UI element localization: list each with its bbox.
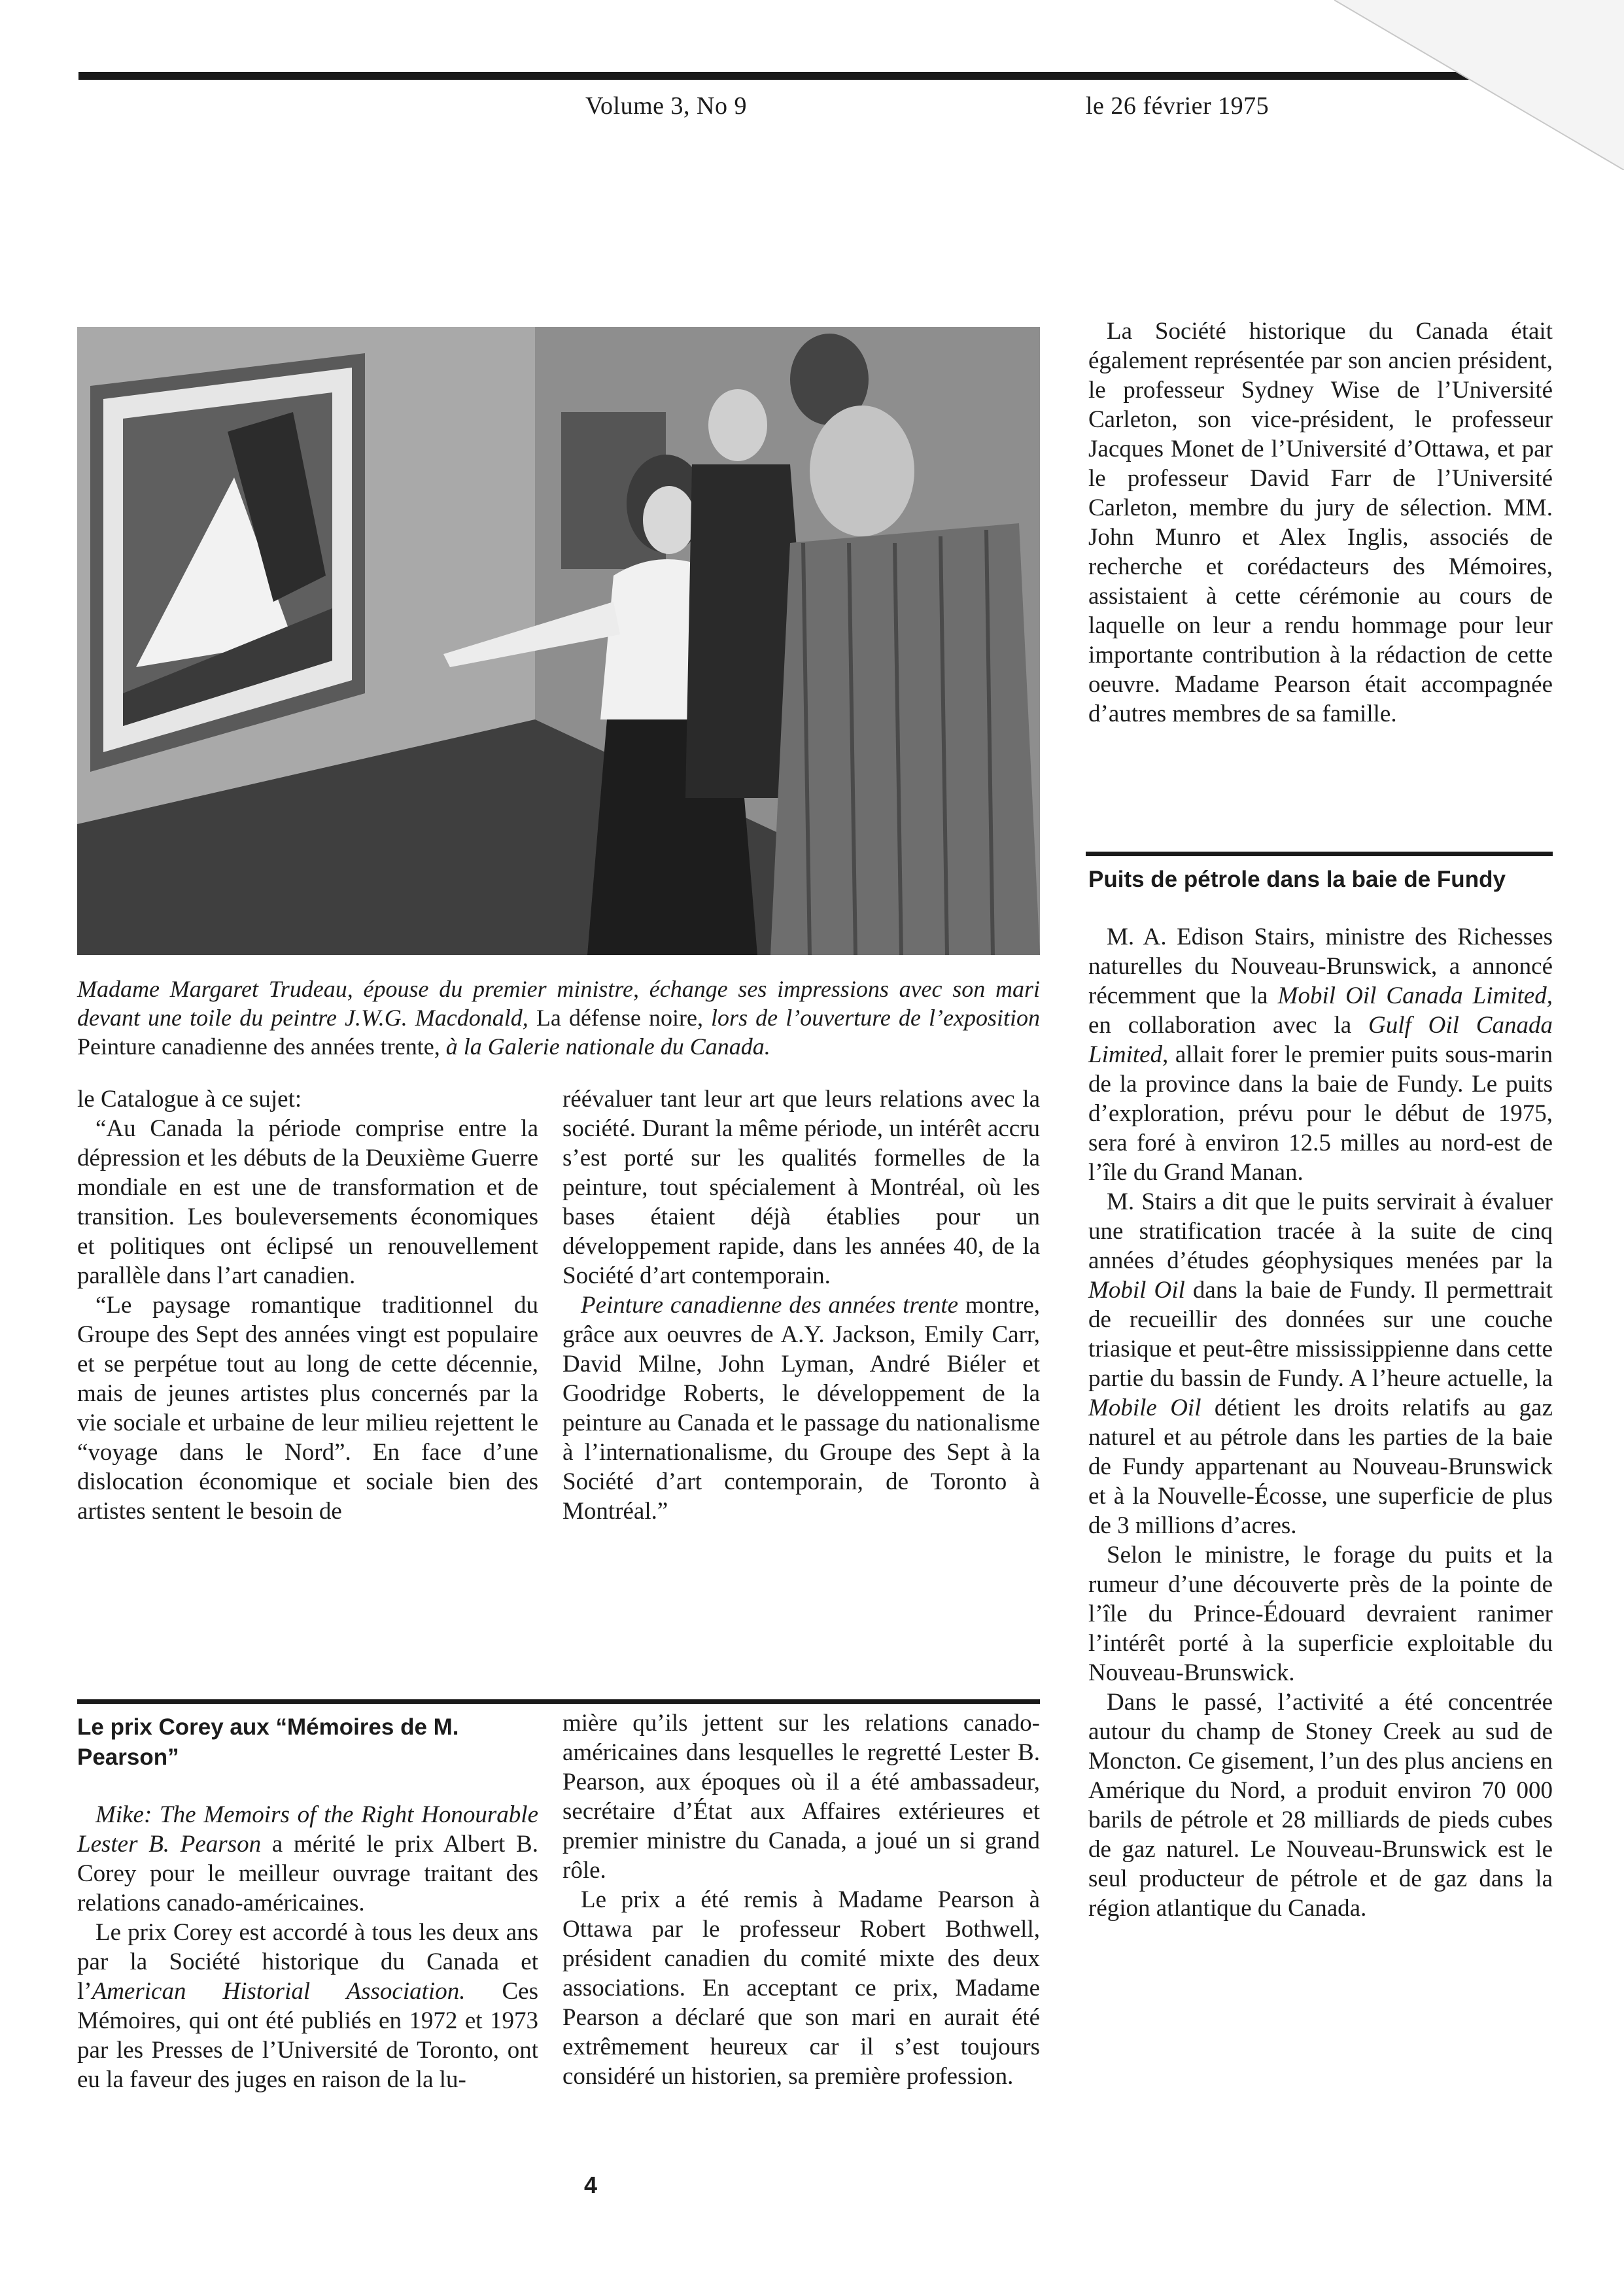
page-number: 4 [584,2172,598,2198]
caption-part: La défense noire, [536,1005,703,1031]
fundy-article-body [1088,922,1553,1923]
paragraph [562,1084,1040,1290]
paragraph-text: M. Stairs a dit que le puits servirait à évaluer une stratification tracée à la suite de cinq années d’études géophysiques menées par la [1088,1188,1553,1274]
corey-article-col1 [77,1800,538,2094]
paragraph-text: Gulf Oil Canada Limited, [1088,1012,1553,1068]
paragraph-text: Dans le passé, l’activité a été concentrée autour du champ de Stoney Creek au sud de Moncton. Ce gisement, l’un des plus anciens en Amérique du Nord, a produit environ 70 000 barils de pétrole et 28 milliards de pieds cubes de gaz naturel. Le Nouveau-Brunswick est le seul producteur de pétrole et de gaz dans la région atlantique du Canada. [1088,1689,1553,1922]
corey-headline: Le prix Corey aux “Mémoires de M. Pearson” [77,1714,459,1770]
paragraph-text: American Historial Association. [92,1978,466,2005]
paragraph [1088,1688,1553,1923]
paragraph-text: Le prix a été remis à Madame Pearson à Ottawa par le professeur Robert Bothwell, président canadien du comité mixte des deux associations. En acceptant ce prix, Madame Pearson a déclaré que son mari en aurait été extrêmement heureux car il s’est toujours considéré un historien, sa première profession. [562,1886,1040,2090]
photo-caption [77,975,1040,1061]
paragraph [77,1114,538,1290]
paragraph-text: montre, grâce aux oeuvres de A.Y. Jackson, Emily Carr, David Milne, John Lyman, André Biéler et Goodridge Roberts, le développement de la peinture au Canada et le passage du nationalisme à l’internationalisme, du Groupe des Sept à la Société d’art contemporain, de Toronto à Montréal.” [562,1292,1040,1525]
caption-part: Peinture canadienne des années trente, [77,1033,440,1060]
paragraph [77,1290,538,1526]
paragraph-text: M. A. Edison Stairs, ministre des Richesses naturelles du Nouveau-Brunswick, a annoncé récemment que la [1088,924,1553,1009]
paragraph [77,1084,538,1114]
issue-date: le 26 février 1975 [1086,92,1270,120]
caption-part: à la Galerie nationale du Canada. [440,1033,770,1060]
fundy-headline: Puits de pétrole dans la baie de Fundy [1088,867,1506,892]
corey-article-col3 [1088,317,1553,729]
exhibition-photo [77,327,1040,955]
paragraph-text: La Société historique du Canada était également représentée par son ancien président, le professeur Sydney Wise de l’Université Carleton, son vice-président, le professeur Jacques Monet de l’Université d’Ottawa, et par le professeur David Farr de l’Université Carleton, membre du jury de sélection. MM. John Munro et Alex Inglis, associés de recherche et corédacteurs des Mémoires, assistaient à cette cérémonie au cours de laquelle on leur a rendu hommage pour leur importante contribution à la rédaction de cette oeuvre. Madame Pearson était accompagnée d’autres membres de sa famille. [1088,318,1553,727]
paragraph-text: réévaluer tant leur art que leurs relations avec la société. Durant la même période, un intérêt accru s’est porté sur les qualités formelles de la peinture, tout spécialement à Montréal, où les bases étaient déjà établies pour un développement rapide, dans les années 40, de la Société d’art contemporain. [562,1086,1040,1289]
paragraph [77,1918,538,2094]
paragraph [1088,317,1553,729]
paragraph [1088,922,1553,1187]
paragraph-text: “Le paysage romantique traditionnel du Groupe des Sept des années vingt est populaire et se perpétue tout au long de cette décennie, mais de jeunes artistes plus concernés par la vie sociale et urbaine de leur milieu rejettent le “voyage dans le Nord”. En face d’une dislocation économique et sociale bien des artistes sentent le besoin de [77,1292,538,1525]
top-rule [78,72,1491,80]
paragraph-text: Mike: The Memoirs of the Right Honourable Lester B. Pearson [77,1801,538,1858]
paragraph-text: Le prix Corey est accordé à tous les deux ans par la Société historique du Canada et l’ [77,1919,538,2005]
caption-part: Madame Margaret Trudeau, épouse du premier ministre, échange ses impressions avec son mari devant une toile du peintre J.W.G. Macdonald, [77,976,1040,1031]
paragraph-text: détient les droits relatifs au gaz naturel et au pétrole dans les parties de la baie de Fundy appartenant au Nouveau-Brunswick et à la Nouvelle-Écosse, une superficie de plus de 3 millions d’acres. [1088,1394,1553,1539]
paragraph-text: mière qu’ils jettent sur les relations canado-américaines dans lesquelles le regretté Lester B. Pearson, aux époques où il a été ambassadeur, secrétaire d’État aux Affaires extérieures et premier ministre du Canada, a joué un si grand rôle. [562,1710,1040,1884]
painting-article-col2 [562,1084,1040,1526]
paragraph-text: Peinture canadienne des années trente [581,1292,959,1319]
paragraph-text: Mobil Oil Canada Limited, [1277,982,1553,1009]
paragraph-text: Mobil Oil [1088,1277,1185,1304]
paragraph-text: allait forer le premier puits sous-marin de la province dans la baie de Fundy. Le puits d’exploration, prévu pour le début de 1975, sera foré à environ 12.5 milles au nord-est de l’île du Grand Manan. [1088,1041,1553,1186]
issue-volume: Volume 3, No 9 [585,92,747,120]
fundy-rule [1086,852,1553,856]
caption-part: lors de l’ouverture de l’exposition [702,1005,1040,1031]
paragraph [562,1290,1040,1526]
folded-corner [1334,0,1624,170]
paragraph [1088,1187,1553,1540]
paragraph-text: Mobile Oil [1088,1394,1201,1421]
corey-article-col2 [562,1708,1040,2091]
paragraph-text: Ces Mémoires, qui ont été publiés en 1972 et 1973 par les Presses de l’Université de Toronto, ont eu la faveur des juges en raison de la lu- [77,1978,539,2093]
painting-article-col1 [77,1084,538,1526]
paragraph-text: le Catalogue à ce sujet: [77,1086,302,1113]
paragraph-text: en collaboration avec la [1088,1012,1369,1039]
paragraph [562,1708,1040,1885]
paragraph-text: dans la baie de Fundy. Il permettrait de recueillir des données sur une couche triasique et peut-être mississippienne dans cette partie du bassin de Fundy. A l’heure actuelle, la [1088,1277,1553,1392]
paragraph [77,1800,538,1918]
paragraph-text: a mérité le prix Albert B. Corey pour le meilleur ouvrage traitant des relations canado-américaines. [77,1831,538,1916]
paragraph-text: Selon le ministre, le forage du puits et la rumeur d’une découverte près de la pointe de l’île du Prince-Édouard devraient ranimer l’intérêt porté à la superficie exploitable du Nouveau-Brunswick. [1088,1542,1553,1686]
corey-rule [77,1699,1040,1704]
paragraph [1088,1540,1553,1688]
paragraph [562,1885,1040,2091]
paragraph-text: “Au Canada la période comprise entre la dépression et les débuts de la Deuxième Guerre mondiale en est une de transformation et de transition. Les bouleversements économiques et politiques ont éclipsé un renouvellement parallèle dans l’art canadien. [77,1115,538,1289]
